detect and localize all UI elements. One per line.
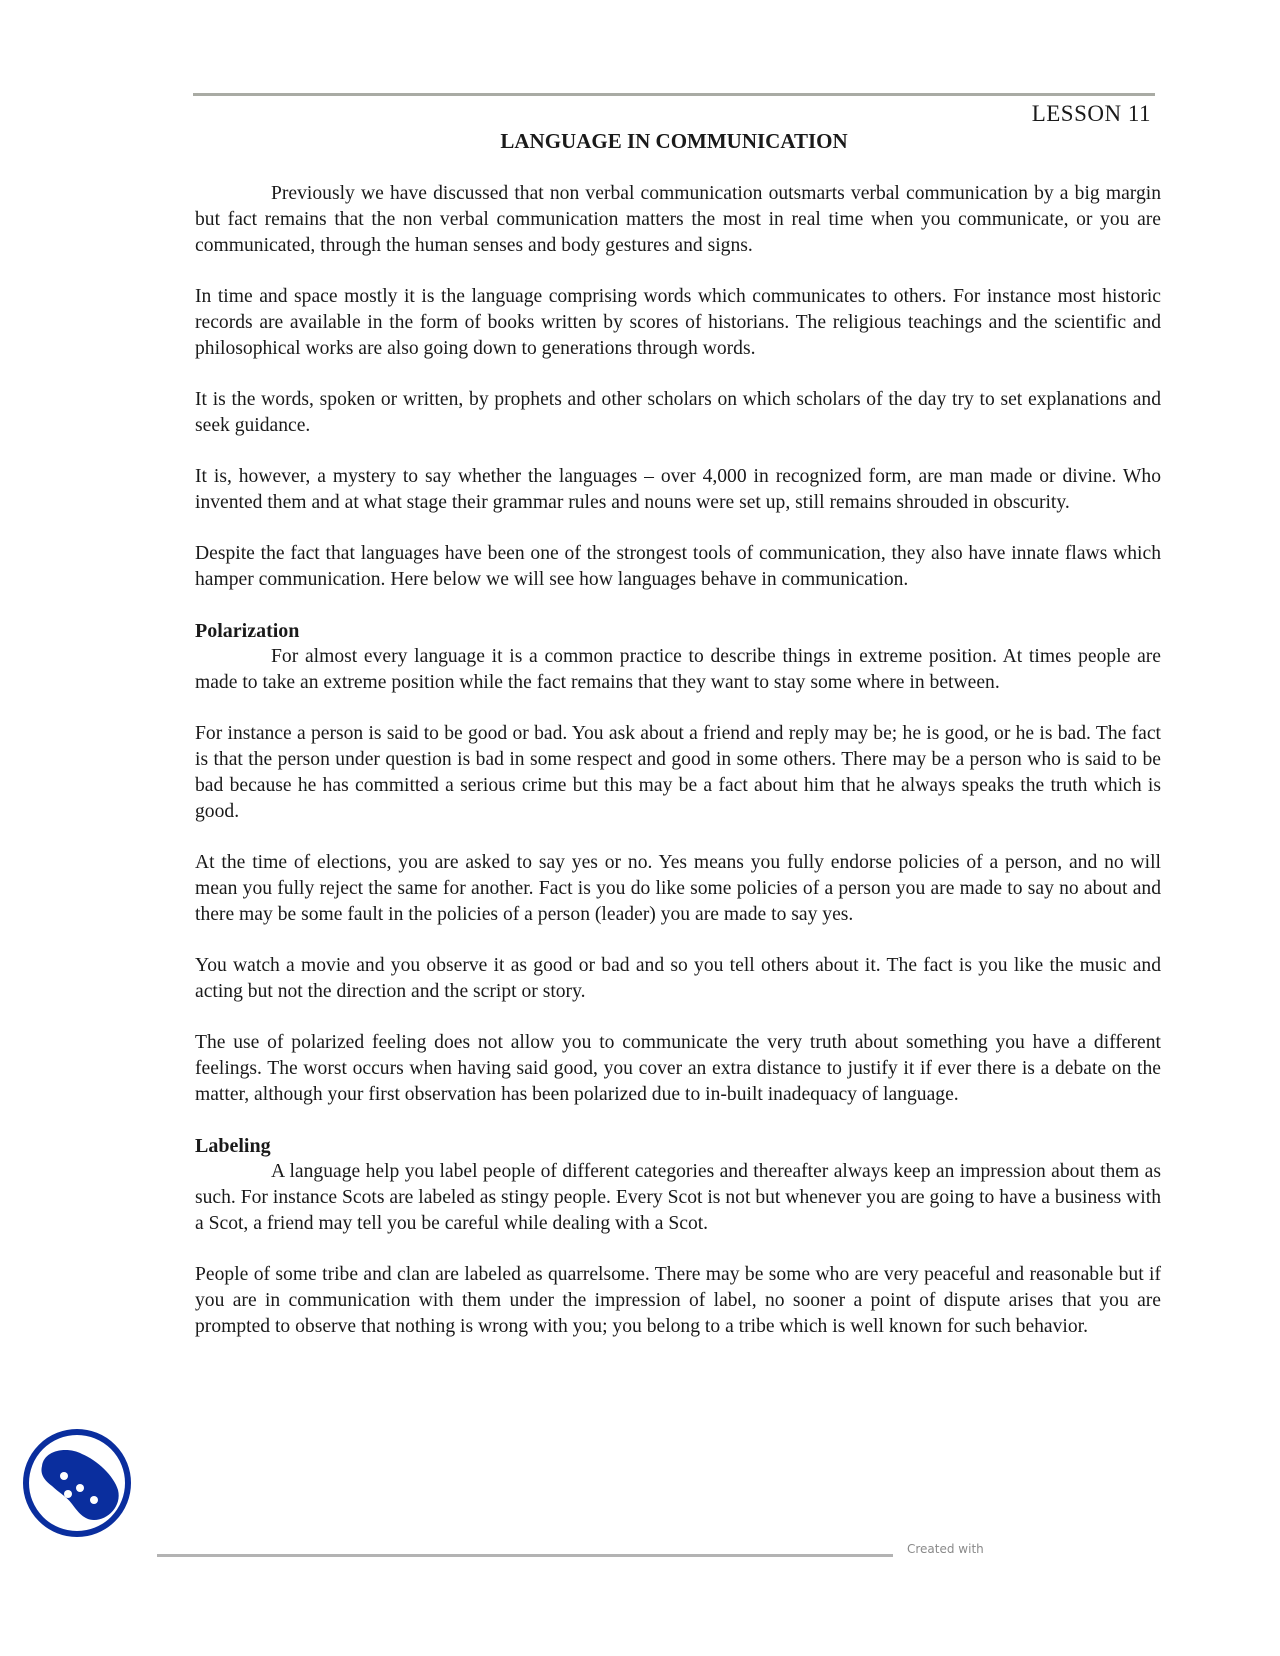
paragraph: In time and space mostly it is the language comprising words which communicates to others. For instance most historic records are available in the form of books written by scores of historians. The religious teachings and the scientific and philosophical works are also going down to generations through words.	[195, 286, 1161, 359]
bottom-rule	[157, 1554, 893, 1557]
paragraph: For instance a person is said to be good or bad. You ask about a friend and reply may be; he is good, or he is bad. The fact is that the person under question is bad in some respect and good in some others. There may be a person who is said to be bad because he has committed a serious crime but this may be a fact about him that he always speaks the truth which is good.	[195, 723, 1161, 822]
paragraph: You watch a movie and you observe it as good or bad and so you tell others about it. The fact is you like the music and acting but not the direction and the script or story.	[195, 955, 1161, 1002]
paragraph: For almost every language it is a common practice to describe things in extreme position. At times people are made to take an extreme position while the fact remains that they want to stay some where in between.	[195, 646, 1161, 693]
paragraph: People of some tribe and clan are labeled as quarrelsome. There may be some who are very peaceful and reasonable but if you are in communication with them under the impression of label, no sooner a point of dispute arises that you are prompted to observe that nothing is wrong with you; you belong to a tribe which is well known for such behavior.	[195, 1264, 1161, 1337]
document-body	[195, 181, 1161, 1365]
paragraph: At the time of elections, you are asked to say yes or no. Yes means you fully endorse policies of a person, and no will mean you fully reject the same for another. Fact is you do like some policies of a person you are made to say no about and there may be some fault in the policies of a person (leader) you are made to say yes.	[195, 852, 1161, 925]
paragraph: Despite the fact that languages have been one of the strongest tools of communication, they also have innate flaws which hamper communication. Here below we will see how languages behave in communication.	[195, 543, 1161, 590]
section-heading-polarization: Polarization	[195, 620, 300, 642]
lesson-number: LESSON 11	[1031, 101, 1151, 126]
created-with-label: Created with	[907, 1542, 984, 1556]
logo-icon	[22, 1428, 132, 1538]
paragraph: The use of polarized feeling does not allow you to communicate the very truth about something you have a different feelings. The worst occurs when having said good, you cover an extra distance to justify it if ever there is a debate on the matter, although your first observation has been polarized due to in-built inadequacy of language.	[195, 1032, 1161, 1105]
paragraph: It is, however, a mystery to say whether the languages – over 4,000 in recognized form, are man made or divine. Who invented them and at what stage their grammar rules and nouns were set up, still remains shrouded in obscurity.	[195, 466, 1161, 513]
top-rule	[193, 93, 1155, 96]
paragraph: A language help you label people of different categories and thereafter always keep an impression about them as such. For instance Scots are labeled as stingy people. Every Scot is not but whenever you are going to have a business with a Scot, a friend may tell you be careful while dealing with a Scot.	[195, 1161, 1161, 1234]
page-title: LANGUAGE IN COMMUNICATION	[500, 129, 848, 153]
paragraph-intro: Previously we have discussed that non verbal communication outsmarts verbal communication by a big margin but fact remains that the non verbal communication matters the most in real time when you communicate, or you are communicated, through the human senses and body gestures and signs.	[195, 183, 1161, 256]
paragraph: It is the words, spoken or written, by prophets and other scholars on which scholars of the day try to set explanations and seek guidance.	[195, 389, 1161, 436]
section-heading-labeling: Labeling	[195, 1135, 271, 1157]
